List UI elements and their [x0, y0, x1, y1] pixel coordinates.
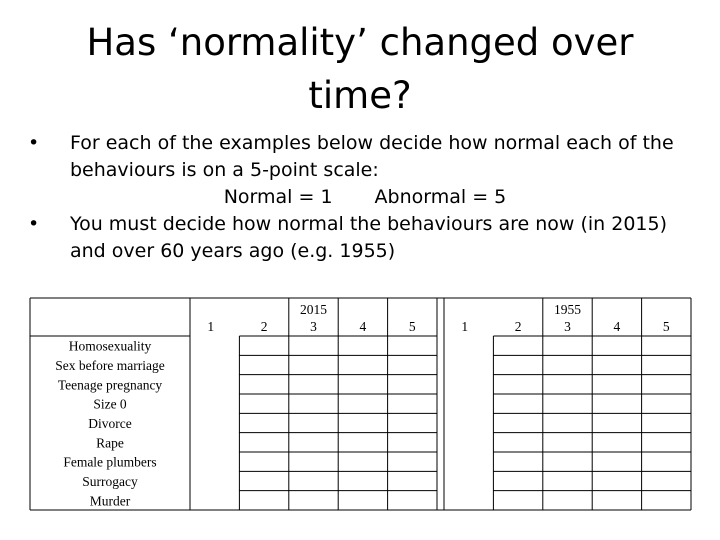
scale-header: 2 — [514, 319, 522, 334]
scale-normal-label: Normal = 1 — [223, 186, 333, 208]
scale-header: 5 — [662, 319, 670, 334]
scale-header: 1 — [207, 319, 215, 334]
behaviour-label: Murder — [89, 493, 131, 509]
behaviour-label: Teenage pregnancy — [57, 377, 163, 393]
behaviour-label: Divorce — [88, 416, 132, 431]
behaviour-label: Homosexuality — [68, 338, 152, 354]
scale-header: 4 — [359, 319, 367, 334]
behaviour-label: Female plumbers — [63, 454, 157, 470]
behaviour-label: Rape — [96, 435, 124, 451]
scale-header: 3 — [310, 319, 317, 334]
bullet-dot-icon: • — [28, 132, 40, 154]
instruction-text-1: For each of the examples below decide how normal each of the behaviours is on a 5-point scale: — [70, 132, 674, 181]
scale-header: 5 — [408, 319, 416, 334]
instruction-text-2: You must decide how normal the behaviours are now (in 2015) and over 60 years ago (e.g. 1955) — [70, 213, 667, 262]
scale-abnormal-label: Abnormal = 5 — [374, 186, 507, 208]
behaviour-label: Sex before marriage — [55, 358, 165, 373]
page-title: Has ‘normality’ changed over time? — [86, 21, 634, 117]
scale-header: 4 — [613, 319, 621, 334]
scale-header: 1 — [461, 319, 469, 334]
bullet-dot-icon: • — [28, 213, 40, 235]
behaviour-label: Surrogacy — [82, 474, 138, 489]
scale-header: 3 — [564, 319, 571, 334]
scale-header: 2 — [260, 319, 268, 334]
behaviour-label: Size 0 — [93, 396, 127, 412]
year-header-2015: 2015 — [300, 302, 327, 317]
year-header-1955: 1955 — [554, 302, 581, 317]
